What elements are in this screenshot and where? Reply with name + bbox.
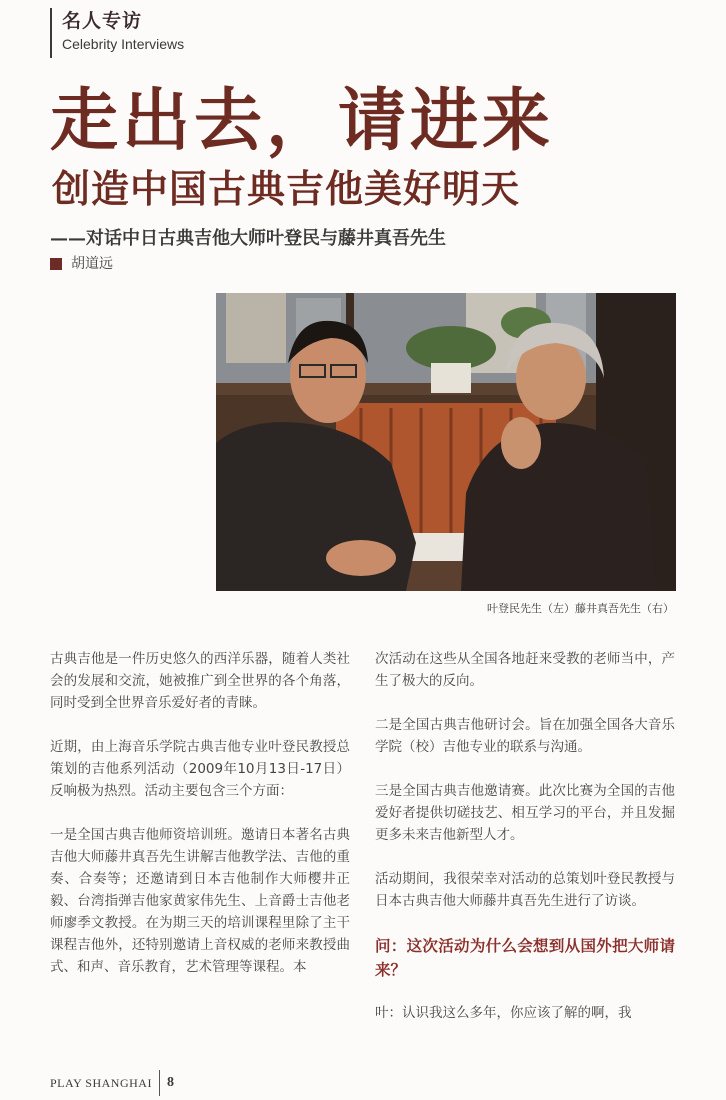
paragraph: 二是全国古典吉他研讨会。旨在加强全国各大音乐学院（校）吉他专业的联系与沟通。 bbox=[375, 717, 675, 755]
byline bbox=[50, 254, 113, 274]
headline-sub: 创造中国古典吉他美好明天 bbox=[52, 167, 521, 211]
interview-answer: 叶：认识我这么多年，你应该了解的啊，我 bbox=[375, 1005, 632, 1021]
photo-illustration bbox=[216, 293, 676, 591]
section-title-en: Celebrity Interviews bbox=[62, 36, 185, 52]
section-header bbox=[50, 8, 184, 58]
page-footer bbox=[50, 1070, 174, 1096]
photo-caption: 叶登民先生（左）藤井真吾先生（右） bbox=[487, 602, 674, 615]
interview-question: 问：这次活动为什么会想到从国外把大师请来？ bbox=[375, 936, 675, 979]
body-column-right bbox=[375, 648, 675, 1046]
paragraph: 近期，由上海音乐学院古典吉他专业叶登民教授总策划的吉他系列活动（2009年10月13日-17日）反响极为热烈。活动主要包含三个方面： bbox=[50, 739, 350, 799]
footer-divider bbox=[159, 1070, 160, 1096]
section-title-cn: 名人专访 bbox=[62, 10, 143, 32]
paragraph: 一是全国古典吉他师资培训班。邀请日本著名古典吉他大师藤井真吾先生讲解吉他教学法、吉他的重奏、合奏等；还邀请到日本吉他制作大师樱井正毅、台湾指弹吉他家黄家伟先生、上音爵士吉他老师廖季文教授。在为期三天的培训课程里除了主干课程吉他外，还特别邀请上音权威的老师来教授曲式、和声、音乐教育，艺术管理等课程。本 bbox=[50, 827, 350, 975]
headline-dialogue: ——对话中日古典吉他大师叶登民与藤井真吾先生 bbox=[50, 228, 446, 249]
paragraph: 古典吉他是一件历史悠久的西洋乐器，随着人类社会的发展和交流，她被推广到全世界的各个角落，同时受到全世界音乐爱好者的青睐。 bbox=[50, 651, 350, 711]
paragraph: 三是全国古典吉他邀请赛。此次比赛为全国的吉他爱好者提供切磋技艺、相互学习的平台，并且发掘更多未来吉他新型人才。 bbox=[375, 783, 675, 843]
headline-main: 走出去，请进来 bbox=[50, 82, 555, 161]
interview-photo bbox=[216, 293, 676, 591]
byline-marker-icon bbox=[50, 258, 62, 270]
paragraph: 次活动在这些从全国各地赶来受教的老师当中，产生了极大的反向。 bbox=[375, 651, 675, 689]
page-number: 8 bbox=[166, 1075, 175, 1090]
magazine-name: PLAY SHANGHAI bbox=[50, 1075, 152, 1090]
paragraph: 活动期间，我很荣幸对活动的总策划叶登民教授与日本古典吉他大师藤井真吾先生进行了访谈。 bbox=[375, 871, 675, 909]
byline-author: 胡道远 bbox=[71, 256, 113, 272]
body-column-left bbox=[50, 648, 350, 1000]
